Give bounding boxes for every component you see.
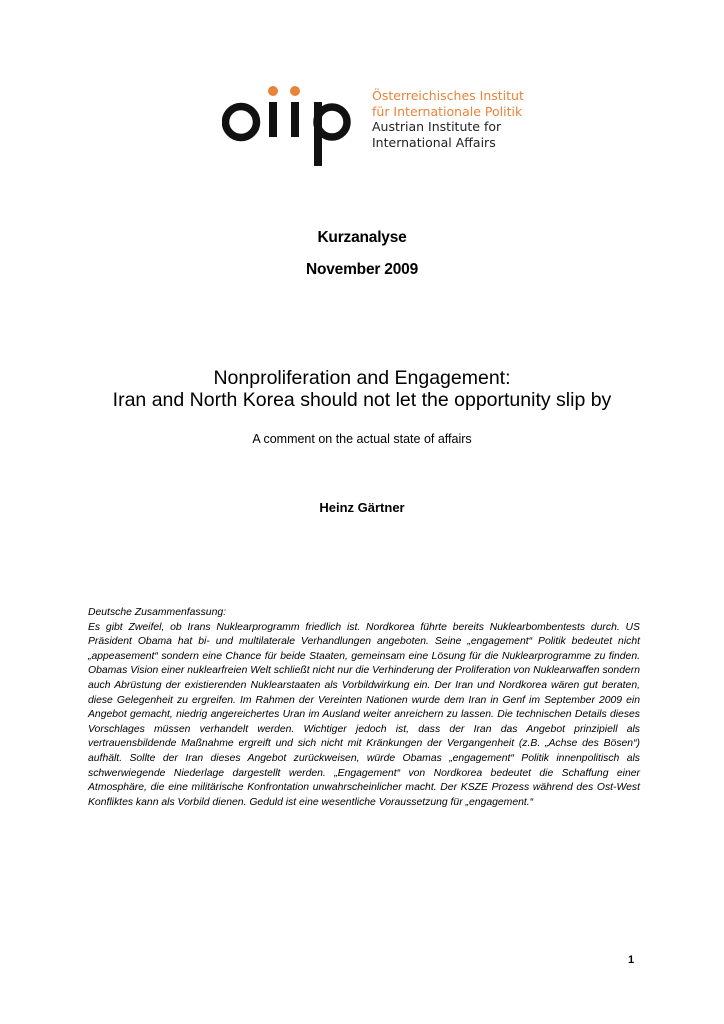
logo-line-1: Österreichisches Institut (372, 88, 524, 103)
summary-heading: Deutsche Zusammenfassung: (88, 607, 227, 618)
oiip-logo-mark (222, 86, 362, 176)
document-subtitle: A comment on the actual state of affairs (252, 432, 472, 446)
logo-line-2: für Internationale Politik (372, 103, 523, 119)
title-line-1: Nonproliferation and Engagement: (213, 367, 511, 389)
logo-line-3: Austrian Institute for (372, 119, 502, 134)
logo-line-4: International Affairs (372, 134, 496, 150)
oiip-logo (222, 86, 542, 176)
author-name: Heinz Gärtner (319, 500, 405, 515)
document-title (0, 367, 724, 411)
german-summary (88, 606, 640, 810)
page-number: 1 (628, 954, 635, 966)
title-line-2: Iran and North Korea should not let the opportunity slip by (112, 389, 612, 411)
summary-body: Es gibt Zweifel, ob Irans Nuklearprogramm friedlich ist. Nordkorea führte bereits Nuklearbombentests durch. US Präsident Obama hat bi- und multilaterale Verhandlungen angeboten. Seine „engagement“ Politik bedeutet nicht „appeasement“ sondern eine Chance für beide Staaten, gemeinsam eine Lösung für die Nuklearprogramme zu finden. Obamas Vision einer nuklearfreien Welt schließt nicht nur die Verhinderung der Proliferation von Nuklearwaffen sondern auch Abrüstung der existierenden Nuklearstaaten als Vorbildwirkung ein. Der Iran und Nordkorea wären gut beraten, diese Gelegenheit zu ergreifen. Im Rahmen der Vereinten Nationen wurde dem Iran in Genf im September 2009 ein Angebot gemacht, niedrig angereichertes Uran im Ausland weiter anreichern zu lassen. Die technischen Details dieses Vorschlages müssen verhandelt werden. Wichtiger jedoch ist, dass der Iran das Angebot prinzipiell als vertrauensbildende Maßnahme ergreift und sich nicht mit Kränkungen der Vergangenheit (z.B. „Achse des Bösen“) aufhält. Sollte der Iran dieses Angebot zurückweisen, würde Obamas „engagement“ Politik innenpolitisch als schwerwiegende Niederlage dargestellt werden. „Engagement“ von Nordkorea bedeutet die Schaffung einer Atmosphäre, die eine militärische Konfrontation unwahrscheinlicher macht. Der KSZE Prozess während des Ost-West Konfliktes kann als Vorbild dienen. Geduld ist eine wesentliche Voraussetzung für „engagement.“ (88, 621, 640, 808)
logo-text (372, 88, 524, 150)
document-date: November 2009 (306, 261, 418, 278)
document-type: Kurzanalyse (317, 229, 407, 246)
